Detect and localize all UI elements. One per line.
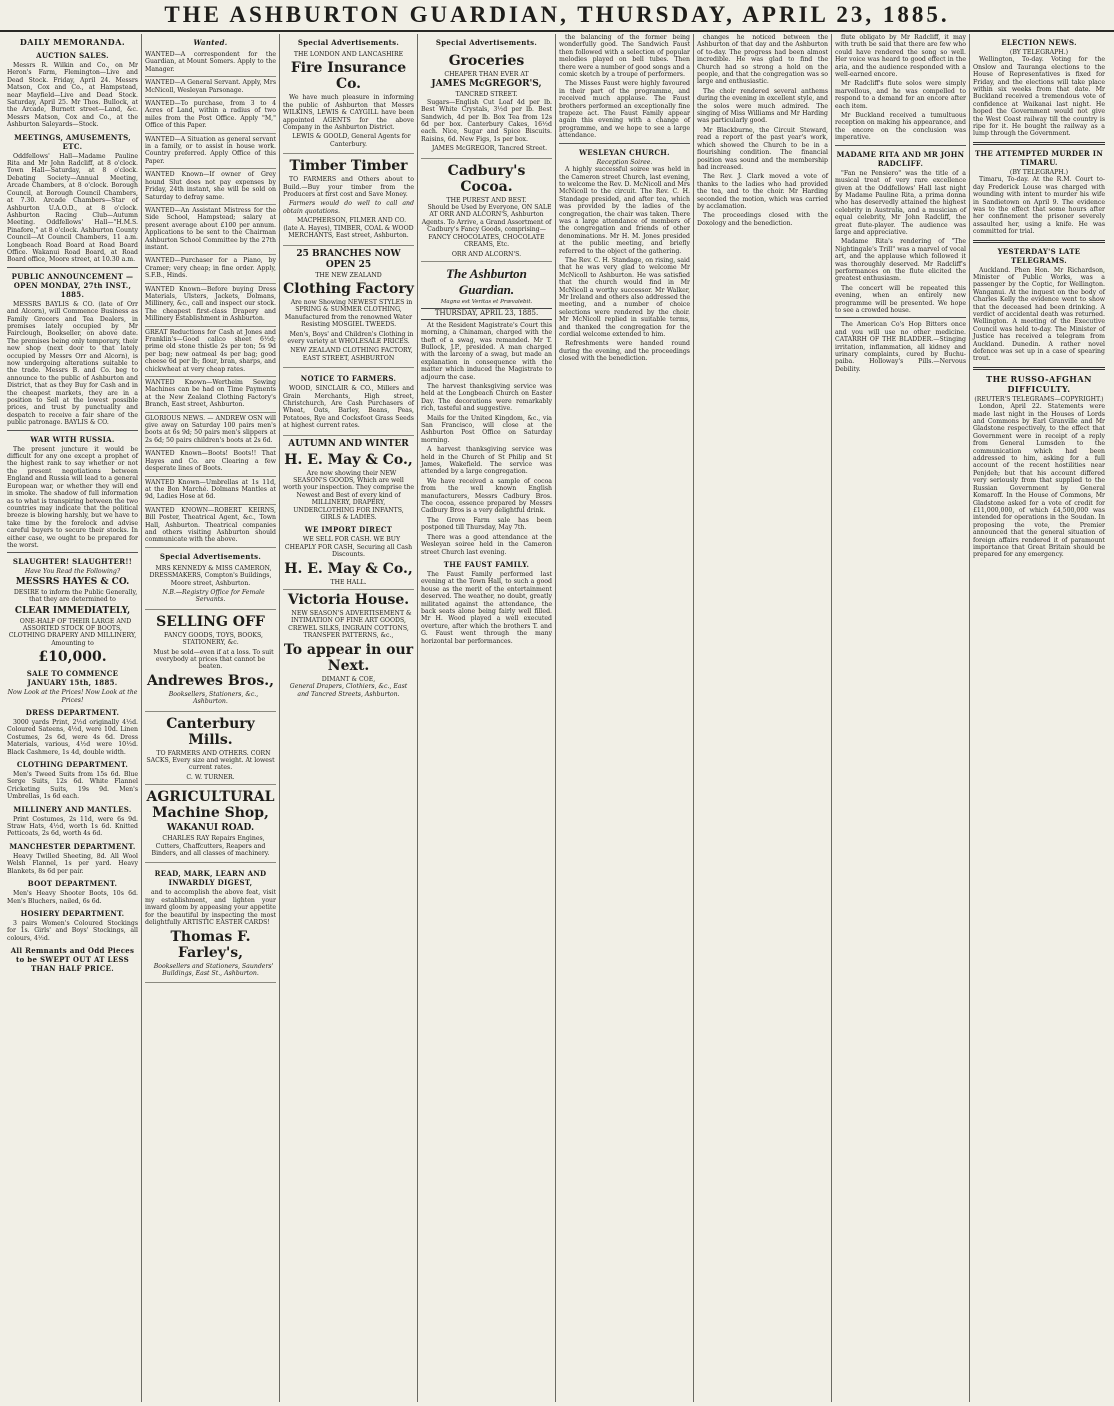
- notice-heading: NOTICE TO FARMERS.: [300, 374, 397, 384]
- auction-text: Messrs R. Wilkin and Co., on Mr Heron's Farm, Flemington—Live and Dead Stock. Friday, April 24. Messrs Matson, Cox and Co., at Hampstead, near Mayfield—Live and Dead Stock. Saturday, April 25. Mr Thos. Bullock, at the Arcade, Burnett street—Land, &c. Messrs Matson, Cox and Co., at the Ashburton Saleyards—Stock.: [7, 62, 138, 129]
- motto: Magna est Veritas et Prævalebit.: [440, 298, 533, 305]
- murder-tag: (BY TELEGRAPH.): [1009, 168, 1069, 176]
- notices-text: The American Co's Hop Bitters once and you will use no other medicine. CATARRH OF THE BLADDER.—Stinging irritation, inflammation, all kidney and urinary complaints, cured by Buchu-paiba. Holloway's Pills.—Nervous Debility.: [835, 321, 966, 373]
- russo-heading: THE RUSSO-AFGHAN DIFFICULTY.: [986, 373, 1092, 394]
- canterbury-mills-ad: [145, 712, 276, 786]
- divider: [973, 240, 1105, 243]
- masthead-title: THE ASHBURTON GUARDIAN, THURSDAY, APRIL 23, 1885.: [164, 2, 950, 27]
- cocoa-heading: Cadbury's Cocoa.: [447, 162, 526, 195]
- read-text: and to accomplish the above feat, visit my establishment, and lighten your inward gloom by appeasing your appetite for the beautiful by inspecting the most delightfully ARTISTIC EASTER CARDS!: [145, 889, 276, 927]
- fire-heading: THE LONDON AND LANCASHIRE: [293, 51, 404, 58]
- article-text: Refreshments were handed round during the evening, and the proceedings closed with the benediction.: [559, 340, 690, 363]
- wanted-ad: WANTED KNOWN—ROBERT KEIRNS, Bill Poster, Theatrical Agent, &c., Town Hall, Ashburton. Theatrical companies and others visiting Ashburton should communicate with the above.: [145, 505, 276, 548]
- factory-sign: NEW ZEALAND CLOTHING FACTORY, EAST STREET, ASHBURTON: [290, 347, 413, 362]
- article-text: The concert will be repeated this evening, when an entirely new programme will be presented. We hope to see a crowded house.: [835, 284, 966, 314]
- groceries-ad: [421, 49, 552, 159]
- fire-text: We have much pleasure in informing the public of Ashburton that Messrs WILKINS, LEWIS & CAYGILL have been appointed AGENTS for the above Company in the Ashburton District.: [283, 94, 414, 132]
- import-text: WE SELL FOR CASH. WE BUY CHEAPLY FOR CASH, Securing all Cash Discounts.: [284, 536, 413, 559]
- manchester-heading: MANCHESTER DEPARTMENT.: [9, 841, 136, 851]
- groceries-text: Sugars—English Cut Loaf 4d per lb. Best White Crystals, 3½d per lb. Best Sandwich, 4d per lb. Box Tea from 12s 6d per box. Canterbury Cakes, 16½d each. Nice, Sugar and Spice Biscuits. Raisins, 6d. New Figs, 1s per box.: [421, 98, 552, 143]
- dressmakers-ad: [145, 563, 276, 610]
- article-text: We have received a sample of cocoa from the well known English manufacturers, Messrs Cadbury Bros. The cocoa, essence prepared by Messrs Cadbury Bros is a very delightful drink.: [421, 477, 552, 515]
- dateline: THURSDAY, APRIL 23, 1885.: [421, 308, 552, 319]
- public-announcement-text: MESSRS BAYLIS & CO. (late of Orr and Alcorn), will Commence Business as Family Grocers and Tea Dealers, in premises lately occupied by Mr Fairclough, Bookseller, on above date. The premises being only temporary, their new shop (next door to that lately occupied by Messrs Orr and Alcorn), is now undergoing alterations suitable to the trade. Messrs B. and Co. beg to announce to the public of Ashburton and District, that as they Buy for Cash and in the cheapest markets, they are in a position to Sell at the lowest possible prices, and trust by punctuality and despatch to receive a fair share of the public patronage. BAYLIS & CO.: [7, 300, 138, 427]
- hemay-sub: THE HALL.: [330, 578, 367, 586]
- article-text: There was a good attendance at the Wesleyan soiree held in the Cameron street Church last evening.: [421, 533, 552, 556]
- hosiery-text: 3 pairs Women's Coloured Stockings for 1s. Girls' and Boys' Stockings, all colours, 4½d.: [7, 919, 138, 942]
- manchester-text: Heavy Twilled Sheeting, 8d. All Wool Welsh Flannel, 1s per yard. Heavy Blankets, 8s 6d per pair.: [7, 852, 138, 875]
- appear-heading: To appear in our Next.: [283, 641, 414, 674]
- column-8: [970, 34, 1108, 1402]
- cocoa-sub: THE PUREST AND BEST.: [446, 196, 527, 204]
- notice-text: WOOD, SINCLAIR & CO., Millers and Grain Merchants, High street, Christchurch, Are Cash Purchasers of Wheat, Oats, Barley, Beans, Peas, Potatoes, Rye and Cocksfoot Grass Seeds at highest current rates.: [283, 385, 414, 430]
- factory-heading: THE NEW ZEALAND: [315, 271, 382, 279]
- wanted-ad: WANTED Known—Before buying Dress Materials, Ulsters, Jackets, Dolmans, Millinery, &c., call and inspect our stock. The cheapest first-class Drapery and Millinery Establishment in Ashburton.: [145, 284, 276, 327]
- dress-heading: DRESS DEPARTMENT.: [25, 708, 120, 717]
- article-text: A highly successful soiree was held in the Cameron street Church, last evening, to welcome the Rev. D. McNicoll and Mrs McNicoll to the circuit. The Rev. C. H. Standage presided, and after tea, which was provided by the ladies of the congregation, the chair was taken. There was a large attendance of members of the congregation and friends of other denominations. Mr H. M. Jones presided at the public meeting, and briefly referred to the object of the gathering.: [559, 166, 690, 255]
- wanted-ad: GLORIOUS NEWS. — ANDREW OSN will give away on Saturday 100 pairs men's boots at 6s 9d; 50 pairs men's slippers at 2s 6d; 50 pairs children's boots at 2s 6d.: [145, 413, 276, 449]
- article-text: "Fan ne Pensiero" was the title of a musical treat of very rare excellence given at the Oddfellows' Hall last night by Madame Pauline Rita, a prima donna who has deservedly attained the highest celebrity in Australia, and a musician of equal celebrity, Mr John Radcliff, the great flute-player. The audience was large and appreciative.: [835, 169, 966, 236]
- cocoa-ad: [421, 159, 552, 262]
- fire-big: Fire Insurance Co.: [290, 60, 407, 93]
- factory-list: Men's, Boys' and Children's Clothing in every variety at WHOLESALE PRICES.: [287, 330, 414, 345]
- article-text: flute obligato by Mr Radcliff, it may with truth be said that there are few who could have rendered the song so well. Her voice was heard to good effect in the aria, and the audience responded with a well-earned encore.: [835, 34, 966, 79]
- article-text: The Grove Farm sale has been postponed till Thursday, May 7th.: [421, 516, 552, 532]
- dressmakers-text: MRS KENNEDY & MISS CAMERON, DRESSMAKERS, Compton's Buildings, Moore street, Ashburton.: [149, 564, 272, 587]
- clothing-heading: CLOTHING DEPARTMENT.: [16, 760, 129, 770]
- millinery-text: Print Costumes, 2s 11d, were 6s 9d. Straw Hats, 4½d, worth 1s 6d. Knitted Petticoats, 2s 6d, worth 4s 6d.: [7, 815, 138, 838]
- wesleyan-heading: WESLEYAN CHURCH.: [579, 147, 670, 157]
- groceries-sub: CHEAPER THAN EVER AT: [444, 71, 529, 78]
- wanted-ad: WANTED—Purchaser for a Piano, by Cramer; very cheap; in fine order. Apply, S.F.B., Hinds.: [145, 255, 276, 283]
- article-text: The harvest thanksgiving service was held at the Longbeach Church on Easter Day. The decorations were remarkably rich, tasteful and suggestive.: [421, 382, 552, 413]
- timber-sign: MACPHERSON, FILMER AND CO. (late A. Hayes), TIMBER, COAL & WOOD MERCHANTS, East street, Ashburton.: [283, 217, 414, 240]
- import-heading: WE IMPORT DIRECT: [304, 525, 393, 535]
- timber-heading: Timber Timber: [289, 158, 408, 175]
- wanted-ad: WANTED—An Assistant Mistress for the Side School, Hampstead; salary at present average about £100 per annum. Applications to be sent to the Chairman Ashburton School Committee by the 27th instant.: [145, 205, 276, 255]
- divider: [559, 143, 690, 144]
- article-text: the balancing of the former being wonderfully good. The Sandwich Faust then followed with a selection of popular melodies played on bell tubes. Then there were a number of good songs and a comic sketch by a troupe of performers.: [559, 34, 690, 79]
- article-text: The Rev. J. Clark moved a vote of thanks to the ladies who had provided the tea, and to the choir. Mr Harding seconded the motion, which was carried by acclamation.: [697, 173, 828, 210]
- meetings-heading: MEETINGS, AMUSEMENTS, ETC.: [14, 132, 131, 151]
- cocoa-sign: ORR AND ALCORN'S.: [451, 250, 522, 258]
- article-text: Mr Buckland received a tumultuous reception on making his appearance, and the encore on the conclusion was imperative.: [835, 112, 966, 142]
- article-text: The choir rendered several anthems during the evening in excellent style, and the solos were much admired. The singing of Miss Williams and Mr Harding was particularly good.: [697, 87, 828, 125]
- murder-heading: THE ATTEMPTED MURDER IN TIMARU.: [974, 148, 1104, 167]
- column-1: [4, 34, 142, 1402]
- faust-text: The Faust Family performed last evening at the Town Hall, to such a good house as the merit of the entertainment deserved. The weather, no doubt, greatly militated against the attendance, the back seats alone being fairly well filled. Mr H. Wood played a well executed overture, after which the brothers T. and G. Faust went through the many horizontal bar performances.: [421, 570, 552, 645]
- column-6: [694, 34, 832, 1402]
- timber-note: Farmers would do well to call and obtain quotations.: [283, 200, 414, 215]
- special-heading: Special Advertisements.: [297, 38, 400, 47]
- wanted-list: [145, 49, 276, 548]
- article-text: Mr Blackburne, the Circuit Steward, read a report of the past year's work, which showed the Church to be in a flourishing condition. The financial position was sound and the membership had increased.: [697, 126, 828, 171]
- article-text: The Rev. C. H. Standage, on rising, said that he was very glad to welcome Mr McNicoll to Ashburton. He was satisfied that the church would find in Mr McNicoll a worthy successor. Mr Walker, Mr Ireland and others also addressed the meeting, and a number of choice selections were rendered by the choir. Mr McNicoll replied in suitable terms, and thanked the congregation for the cordial welcome extended to him.: [559, 256, 690, 339]
- divider: [835, 145, 966, 146]
- groceries-name: JAMES McGREGOR'S,: [431, 79, 542, 90]
- divider: [973, 367, 1105, 370]
- clothing-factory-ad: [283, 246, 414, 369]
- column-7: [832, 34, 970, 1402]
- clear-heading: CLEAR IMMEDIATELY,: [14, 605, 131, 616]
- slaughter-heading: SLAUGHTER! SLAUGHTER!!: [12, 557, 133, 567]
- easter-cards-ad: [145, 863, 276, 983]
- divider: [7, 267, 138, 268]
- machine-shop-ad: [145, 785, 276, 863]
- nameplate: The Ashburton Guardian.: [446, 265, 527, 297]
- yesterday-heading: YESTERDAY'S LATE TELEGRAMS.: [997, 246, 1081, 265]
- cocoa-text: Should be Used by Everyone, ON SALE AT ORR AND ALCORN'S, Ashburton Agents. To Arrive, a Grand Assortment of Cadbury's Fancy Goods, comprising—FANCY CHOCOLATES, CHOCOLATE CREAMS, Etc.: [421, 204, 552, 249]
- mills-heading: Canterbury Mills.: [166, 715, 255, 748]
- boot-heading: BOOT DEPARTMENT.: [27, 879, 118, 889]
- wanted-ad: WANTED Known—Boots! Boots!! That Hayes and Co. are Clearing a few desperate lines of Boots.: [145, 448, 276, 476]
- public-announcement-heading: PUBLIC ANNOUNCEMENT — OPEN MONDAY, 27th INST., 1885.: [11, 271, 134, 299]
- memo-title: DAILY MEMORANDA.: [19, 37, 126, 47]
- divider: [835, 317, 966, 318]
- wanted-heading: Wanted.: [193, 38, 228, 47]
- auction-heading: AUCTION SALES.: [36, 51, 109, 60]
- wanted-ad: WANTED—A correspondent for the Guardian, at Mount Somers. Apply to the Manager.: [145, 49, 276, 77]
- selling-heading: SELLING OFF: [156, 613, 265, 630]
- election-heading: ELECTION NEWS.: [1001, 38, 1077, 47]
- millinery-heading: MILLINERY AND MANTLES.: [13, 804, 132, 814]
- sale-sub: Now Look at the Prices! Now Look at the Prices!: [7, 689, 138, 704]
- election-text: Wellington, To-day. Voting for the Onslow and Tauranga elections to the House of Representatives is fixed for Friday, and the elections will take place within six weeks from that date. Mr Buckland received a tremendous vote of confidence at Waikanai last night. He hoped the Government would not give the West Coast railway till the country is ripe for it. He bought the railway as a lump through the Government.: [973, 56, 1105, 138]
- factory-big: Clothing Factory: [283, 280, 414, 297]
- rita-heading: MADAME RITA AND MR JOHN RADCLIFF.: [836, 149, 965, 168]
- season-text: NEW SEASON'S ADVERTISEMENT & INTIMATION OF FINE ART GOODS, CREWEL SILKS, INGRAIN COTTONS, TRANSFER PATTERNS, &c.,: [288, 610, 412, 640]
- selling-text: FANCY GOODS, TOYS, BOOKS, STATIONERY, &c.: [163, 631, 264, 647]
- boot-text: Men's Heavy Shooter Boots, 10s 6d. Men's Bluchers, nailed, 6s 6d.: [7, 890, 138, 905]
- wesleyan-sub: Reception Soiree.: [596, 158, 653, 166]
- special-heading: Special Advertisements.: [159, 551, 262, 561]
- wanted-ad: WANTED Known—Umbrellas at 1s 11d, at the Bon Marché. Dolmans Mantles at 9d, Ladies Hose at 6d.: [145, 477, 276, 505]
- autumn-text: Are now showing their NEW SEASON'S GOODS, Which are well worth your inspection. They comprise the Newest and Best of every kind of MILLINERY, DRAPERY, UNDERCLOTHING FOR INFANTS, GIRLS & LADIES.: [283, 469, 415, 522]
- machine-sub: WAKANUI ROAD.: [166, 823, 255, 834]
- factory-text: Are now Showing NEWEST STYLES in SPRING & SUMMER CLOTHING, Manufactured from the renowned Water Resisting MOSGIEL TWEEDS.: [284, 298, 413, 329]
- wanted-ad: WANTED—A Situation as general servant in a family, or to assist in house work. Country preferred. Apply Office of this Paper.: [145, 134, 276, 170]
- special-heading: Special Advertisements.: [435, 38, 538, 47]
- timber-text: TO FARMERS and Others about to Build.—Buy your timber from the Producers at first cost and Save Money.: [283, 176, 414, 199]
- faust-heading: THE FAUST FAMILY.: [443, 559, 530, 569]
- autumn-big: H. E. May & Co.,: [284, 451, 413, 468]
- clothing-text: Men's Tweed Suits from 15s 6d. Blue Serge Suits, 12s 6d. White Flannel Cricketing Suits, 19s 9d. Men's Umbrellas, 1s 6d each.: [7, 771, 138, 801]
- wanted-ad: WANTED Known—Wertheim Sewing Machines can be had on Time Payments at the New Zealand Clothing Factory's Branch, East street, Ashburton.: [145, 377, 276, 413]
- wanted-ad: WANTED—A General Servant. Apply, Mrs McNicoll, Wesleyan Parsonage.: [145, 77, 276, 98]
- hosiery-heading: HOSIERY DEPARTMENT.: [20, 908, 125, 918]
- article-text: changes he noticed between the Ashburton of that day and the Ashburton of to-day. The progress had been almost incredible. He was glad to find the Church had so strong a hold on the people, and that the congregation was so large and enthusiastic.: [697, 34, 828, 86]
- masthead: [0, 0, 1114, 32]
- wanted-ad: WANTED—To purchase, from 3 to 4 Acres of Land, within a radius of two miles from the Post Office. Apply "M," Office of this Paper.: [145, 98, 276, 134]
- autumn-heading: AUTUMN AND WINTER: [288, 438, 409, 449]
- article-text: The proceedings closed with the Doxology and the benediction.: [697, 212, 828, 227]
- election-tag: (BY TELEGRAPH.): [1009, 49, 1069, 56]
- andrews-sub: Booksellers, Stationers, &c., Ashburton.: [168, 690, 259, 706]
- meetings-text: Oddfellows' Hall—Madame Pauline Rita and Mr John Radcliff, at 8 o'clock. Town Hall—Saturday, at 8 o'clock. Debating Society—Annual Meeting, Arcade Chambers, at 8 o'clock. Borough Council, at Borough Council Chambers, at 7.30. Arcade Chambers—Star of Ashburton U.A.O.D., at 8 o'clock. Ashburton Racing Club—Autumn Meeting. Oddfellows' Hall—"H.M.S. Pinafore," at 8 o'clock. Ashburton County Council—At Council Chambers, 11 a.m. Longbeach Road Board at Road Board Office. Wakanui Road Board, at Road Board office, Moore street, at 10.30 a.m.: [7, 152, 138, 264]
- column-4: [418, 34, 556, 1402]
- clear-text: ONE-HALF OF THEIR LARGE AND ASSORTED STOCK OF BOOTS, CLOTHING DRAPERY AND MILLINERY, Amounting to: [8, 617, 137, 647]
- article-text: At the Resident Magistrate's Court this morning, a Chinaman, charged with the theft of a swag, was remanded. Mr T. Bullock, J.P., presided. A man charged with the larceny of a swag, but made an explanation in consequence with the matter which induced the Magistrate to adjourn the case.: [421, 321, 552, 381]
- selling-note: Must be sold—even if at a loss. To suit everybody at prices that cannot be beaten.: [153, 648, 274, 671]
- clear-amount: £10,000.: [38, 649, 107, 666]
- wanted-ad: GREAT Reductions for Cash at Jones and Franklin's—Good calico sheet 6½d; prime old stone thistle 2s per ton; 5s 9d per bag; new oatmeal 4s per bag; good cheese 6d per lb; flour, bran, sharps, and chickwheat at very cheap rates.: [145, 327, 276, 377]
- divider: [973, 142, 1105, 145]
- article-text: Madame Rita's rendering of "The Nightingale's Trill" was a marvel of vocal art, and the applause which followed it was thoroughly deserved. Mr Radcliff's performances on the flute elicited the greatest enthusiasm.: [835, 238, 966, 283]
- column-5: [556, 34, 694, 1402]
- war-text: The present juncture it would be difficult for any one except a prophet of the highest rank to say whether or not the present negotiations between England and Russia will lead to a general European war, or whether they will end in smoke. The shadow of full information as to what is transpiring between the two countries may indicate that the political breeze is blowing harshly, but we have to take time by the forelock and advise careful buyers to secure their stocks. In either case, we ought to be prepared for the worst.: [7, 445, 138, 549]
- newspaper-columns: [4, 34, 1110, 1402]
- article-text: A harvest thanksgiving service was held in the Church of St Philip and St James, Wakefield. The service was attended by a large congregation.: [421, 446, 552, 476]
- hemay-sign: H. E. May & Co.,: [284, 560, 413, 577]
- divider: [7, 552, 138, 553]
- remnants-notice: All Remnants and Odd Pieces to be SWEPT OUT AT LESS THAN HALF PRICE.: [10, 946, 135, 974]
- wanted-ad: WANTED Known—If owner of Grey hound Slut does not pay expenses by Friday, 24th instant, she will be sold on Saturday to defray same.: [145, 169, 276, 205]
- selling-off-ad: [145, 610, 276, 712]
- read-heading: READ, MARK, LEARN AND INWARDLY DIGEST,: [154, 869, 267, 888]
- fire-insurance-ad: [283, 49, 414, 154]
- registry-text: N.B.—Registry Office for Female Servants.: [162, 588, 265, 604]
- slaughter-sub: Have You Read the Following?: [24, 568, 121, 576]
- farley-sub: Booksellers and Stationers, Saunders' Buildings, East St., Ashburton.: [153, 962, 274, 977]
- andrews-heading: Andrewes Bros.,: [146, 672, 274, 689]
- article-text: Mr Radcliff's flute solos were simply marvellous, and he was compelled to respond to a demand for an encore after each item.: [835, 80, 966, 110]
- war-heading: WAR WITH RUSSIA.: [30, 434, 115, 444]
- branches-heading: 25 BRANCHES NOW OPEN 25: [296, 248, 401, 270]
- groceries-address: TANCRED STREET.: [455, 91, 518, 99]
- hayes-heading: MESSRS HAYES & CO.: [15, 576, 130, 587]
- article-text: Mails for the United Kingdom, &c., via San Francisco, will close at the Ashburton Post Office on Saturday morning.: [421, 414, 552, 444]
- hemay-ad: [283, 436, 414, 590]
- mills-sign: C. W. TURNER.: [186, 773, 235, 781]
- farley-heading: Thomas F. Farley's,: [170, 928, 251, 961]
- groceries-heading: Groceries: [448, 53, 525, 69]
- mills-text: TO FARMERS AND OTHERS. CORN SACKS, Every size and weight. At lowest current rates.: [146, 749, 275, 772]
- article-text: The Misses Faust were highly favoured in their part of the programme, and received much applause. The Faust brothers performed an exceptionally fine trapeze act. The Faust Family appear again this evening with a change of programme, and we hope to see a large attendance.: [559, 80, 690, 140]
- fire-sign: LEWIS & GOOLD, General Agents for Canterbury.: [292, 133, 411, 148]
- yesterday-text: Auckland. Phen Hon. Mr Richardson, Minister of Public Works, was a passenger by the Coptic, for Wellington. Wanganui. At the inquest on the body of Charles Kelly the evidence went to show that the deceased had been drinking. A verdict of accidental death was returned. Wellington. A meeting of the Executive Council was held to-day. The Minister of Justice has received a telegram from Auckland. Dunedin. A rather novel defence was set up in a case of spearing trout.: [973, 266, 1105, 363]
- groceries-sign: JAMES McGREGOR, Tancred Street.: [431, 145, 548, 153]
- russo-tag: (REUTER'S TELEGRAMS—COPYRIGHT.): [974, 395, 1104, 403]
- russo-text: London, April 22. Statements were made last night in the Houses of Lords and Commons by Earl Granville and Mr Gladstone respectively, to the effect that Government were in receipt of a reply from General Lumsden to the communication which had been addressed to him, asking for a full account of the recent hostilities near Penjdeh; but that his account differed very seriously from that supplied to the Russian Government by General Komaroff. In the House of Commons, Mr Gladstone asked for a vote of credit for £11,000,000, of which £4,500,000 was intended for operations in the Soudan. In proposing the vote, the Premier announced that the general situation of foreign affairs rendered it of paramount importance that Great Britain should be prepared for any emergency.: [973, 403, 1105, 559]
- hayes-text: DESIRE to inform the Public Generally, that they are determined to: [13, 588, 138, 604]
- murder-text: Timaru, To-day. At the R.M. Court to-day Frederick Louse was charged with wounding with intent to murder his wife in Sandietown on April 9. The evidence was to the effect that some hours after her confinement the prisoner severely assaulted her, using a knife. He was committed for trial.: [973, 176, 1105, 236]
- sale-heading: SALE TO COMMENCE JANUARY 15th, 1885.: [26, 669, 119, 688]
- dimant-sign: DIMANT & COE,: [321, 675, 376, 683]
- timber-ad: [283, 154, 414, 245]
- victoria-house: Victoria House.: [287, 592, 410, 609]
- machine-text: CHARLES RAY Repairs Engines, Cutters, Chaffcutters, Reapers and Binders, and all classes of machinery.: [151, 835, 270, 858]
- column-3: [280, 34, 418, 1402]
- column-2: [142, 34, 280, 1402]
- dress-text: 3000 yards Print, 2½d originally 4½d. Coloured Sateens, 4½d, were 10d. Linen Costumes, 2s 6d, were 4s 6d. Dress Materials, various, 4½d were 10½d. Black Cashmere, 1s 4d, double width.: [7, 719, 138, 756]
- dimant-sub: General Drapers, Clothiers, &c., East and Tancred Streets, Ashburton.: [289, 683, 408, 698]
- notice-farmers-ad: [283, 368, 414, 435]
- divider: [7, 430, 138, 431]
- machine-heading: AGRICULTURAL Machine Shop,: [146, 789, 275, 822]
